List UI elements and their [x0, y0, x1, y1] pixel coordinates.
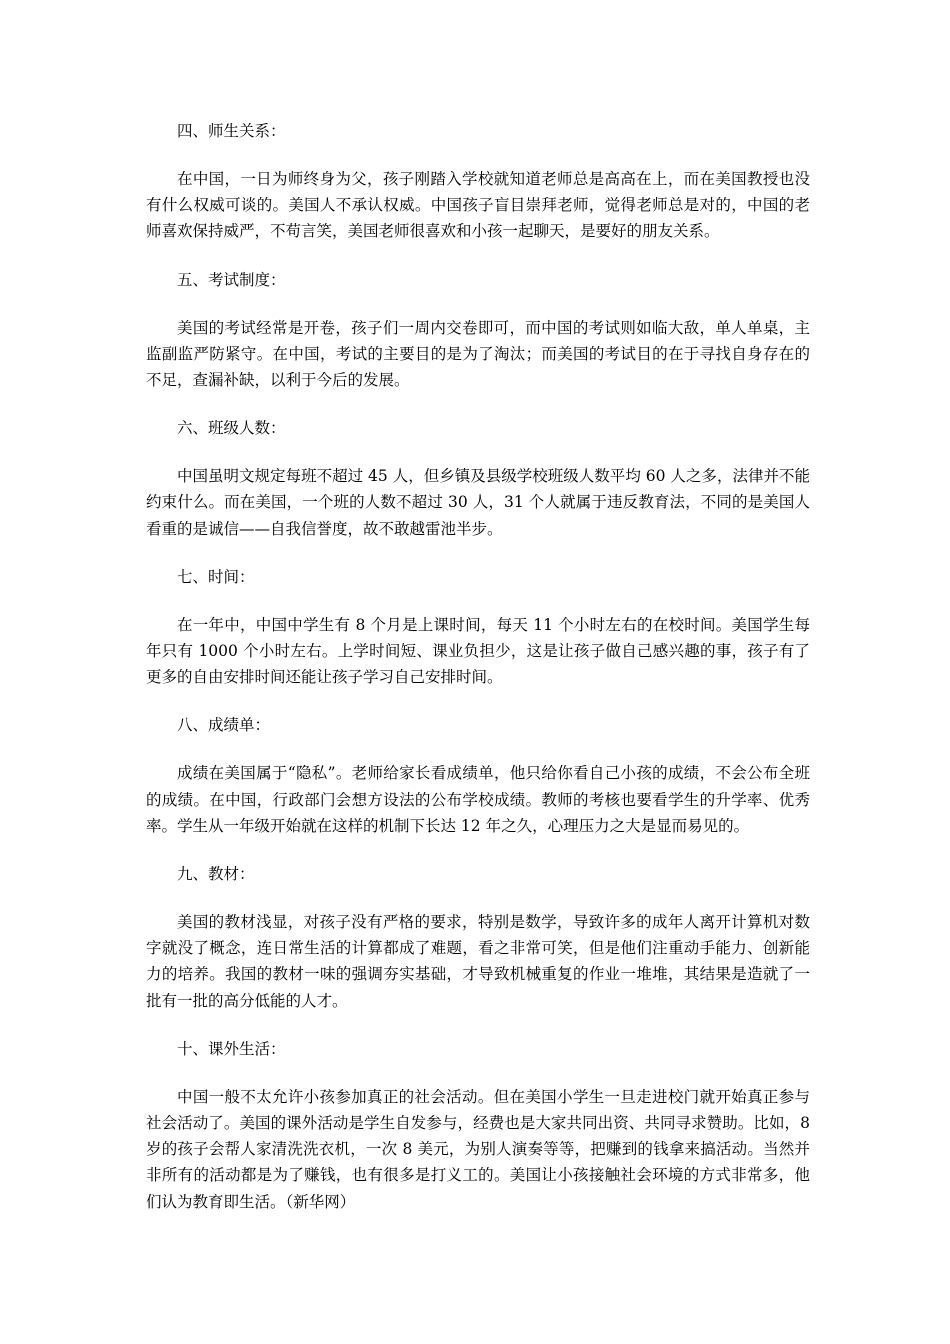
section-extracurricular [146, 1036, 810, 1215]
section-heading: 十、课外生活： [177, 1039, 286, 1058]
section-heading: 六、班级人数： [177, 419, 286, 438]
section-paragraph: 成绩在美国属于“隐私”。老师给家长看成绩单，他只给你看自己小孩的成绩，不会公布全班的成绩。在中国，行政部门会想方设法的公布学校成绩。教师的考核也要看学生的升学率、优秀率。学生从一年级开始就在这样的机制下长达 12 年之久，心理压力之大是显而易见的。 [146, 764, 810, 835]
section-exam-system [146, 267, 810, 394]
section-teacher-student [146, 118, 810, 245]
section-report-card [146, 712, 810, 839]
section-paragraph: 中国一般不太允许小孩参加真正的社会活动。但在美国小学生一旦走进校门就开始真正参与社会活动了。美国的课外活动是学生自发参与，经费也是大家共同出资、共同寻求赞助。比如，8 岁的孩子会帮人家清洗洗衣机，一次 8 美元，为别人演奏等等，把赚到的钱拿来搞活动。当然并非所有的活动都是为了赚钱，也有很多是打义工的。美国让小孩接触社会环境的方式非常多，他们认为教育即生活。（新华网） [146, 1087, 810, 1211]
section-time [146, 564, 810, 691]
section-heading: 五、考试制度： [177, 270, 286, 289]
section-class-size [146, 415, 810, 542]
section-textbooks [146, 861, 810, 1014]
section-paragraph: 在中国，一日为师终身为父，孩子刚踏入学校就知道老师总是高高在上，而在美国教授也没有什么权威可谈的。美国人不承认权威。中国孩子盲目崇拜老师，觉得老师总是对的，中国的老师喜欢保持威严，不苟言笑，美国老师很喜欢和小孩一起聊天，是要好的朋友关系。 [146, 170, 810, 241]
section-heading: 四、师生关系： [177, 122, 286, 140]
section-paragraph: 在一年中，中国中学生有 8 个月是上课时间，每天 11 个小时左右的在校时间。美国学生每年只有 1000 个小时左右。上学时间短、课业负担少，这是让孩子做自己感兴趣的事，孩子有了更多的自由安排时间还能让孩子学习自己安排时间。 [146, 615, 810, 687]
section-paragraph: 美国的考试经常是开卷，孩子们一周内交卷即可，而中国的考试则如临大敌，单人单桌，主监副监严防紧守。在中国，考试的主要目的是为了淘汰；而美国的考试目的在于寻找自身存在的不足，查漏补缺，以利于今后的发展。 [146, 318, 810, 390]
document-page [146, 118, 810, 1237]
section-heading: 九、教材： [177, 865, 255, 884]
section-paragraph: 中国虽明文规定每班不超过 45 人，但乡镇及县级学校班级人数平均 60 人之多，法律并不能约束什么。而在美国，一个班的人数不超过 30 人，31 个人就属于违反教育法，不同的是美国人看重的是诚信——自我信誉度，故不敢越雷池半步。 [146, 467, 810, 538]
section-heading: 八、成绩单： [177, 716, 271, 735]
section-heading: 七、时间： [177, 567, 255, 586]
section-paragraph: 美国的教材浅显，对孩子没有严格的要求，特别是数学，导致许多的成年人离开计算机对数字就没了概念，连日常生活的计算都成了难题，看之非常可笑，但是他们注重动手能力、创新能力的培养。我国的教材一味的强调夯实基础，才导致机械重复的作业一堆堆，其结果是造就了一批有一批的高分低能的人才。 [146, 913, 810, 1010]
